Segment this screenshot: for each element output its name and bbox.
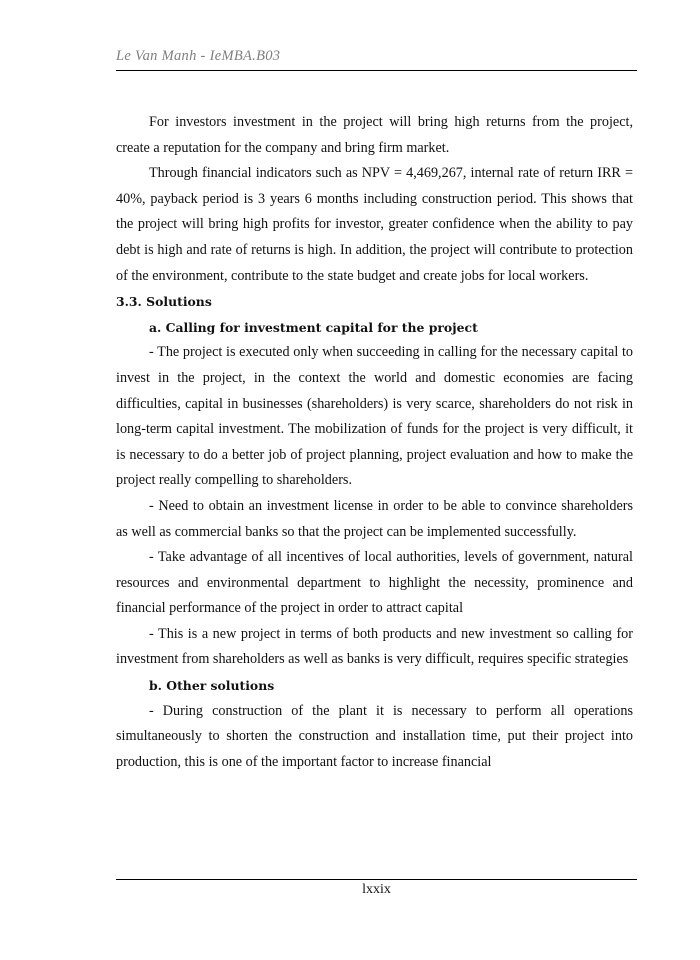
header-title: Le Van Manh - IeMBA.B03 bbox=[116, 48, 281, 64]
footer-divider bbox=[116, 879, 637, 880]
paragraph-construction: - During construction of the plant it is necessary to perform all operations simultaneously to shorten the construction and installation time, put their project into production, this is one of the important factor to increase financial bbox=[116, 702, 633, 770]
paragraph-financial-indicators: Through financial indicators such as NPV = 4,469,267, internal rate of return IRR = 40%, payback period is 3 years 6 months including construction period. This shows that the project will bring high profits for investor, greater confidence when the ability to pay debt is high and rate of returns is high. In addition, the project will contribute to protection of the environment, contribute to the state budget and create jobs for local workers. bbox=[116, 165, 633, 284]
paragraph-new-project: - This is a new project in terms of both products and new investment so calling for investment from shareholders as well as banks is very difficult, requires specific strategies bbox=[116, 625, 633, 668]
paragraph-investment-license: - Need to obtain an investment license in order to be able to convince shareholders as well as commercial banks so that the project can be implemented successfully. bbox=[116, 497, 633, 540]
section-heading-solutions: 3.3. Solutions bbox=[116, 294, 212, 310]
page-header bbox=[116, 48, 637, 71]
paragraph-capital-mobilization: - The project is executed only when succeeding in calling for the necessary capital to invest in the project, in the context the world and domestic economies are facing difficulties, capital in businesses (shareholders) is very scarce, shareholders do not risk in long-term capital investment. The mobilization of funds for the project is very difficult, it is necessary to do a better job of project planning, project evaluation and how to make the project really compelling to shareholders. bbox=[116, 344, 633, 489]
paragraph-investor-returns: For investors investment in the project will bring high returns from the project, create a reputation for the company and bring firm market. bbox=[116, 114, 633, 156]
page-number: lxxix bbox=[362, 882, 391, 897]
document-body bbox=[116, 110, 633, 775]
subsection-heading-other-solutions: b. Other solutions bbox=[149, 678, 275, 694]
subsection-heading-calling-capital: a. Calling for investment capital for the project bbox=[149, 319, 478, 335]
paragraph-incentives: - Take advantage of all incentives of local authorities, levels of government, natural resources and environmental department to highlight the necessity, prominence and financial performance of the project in order to attract capital bbox=[116, 549, 633, 617]
